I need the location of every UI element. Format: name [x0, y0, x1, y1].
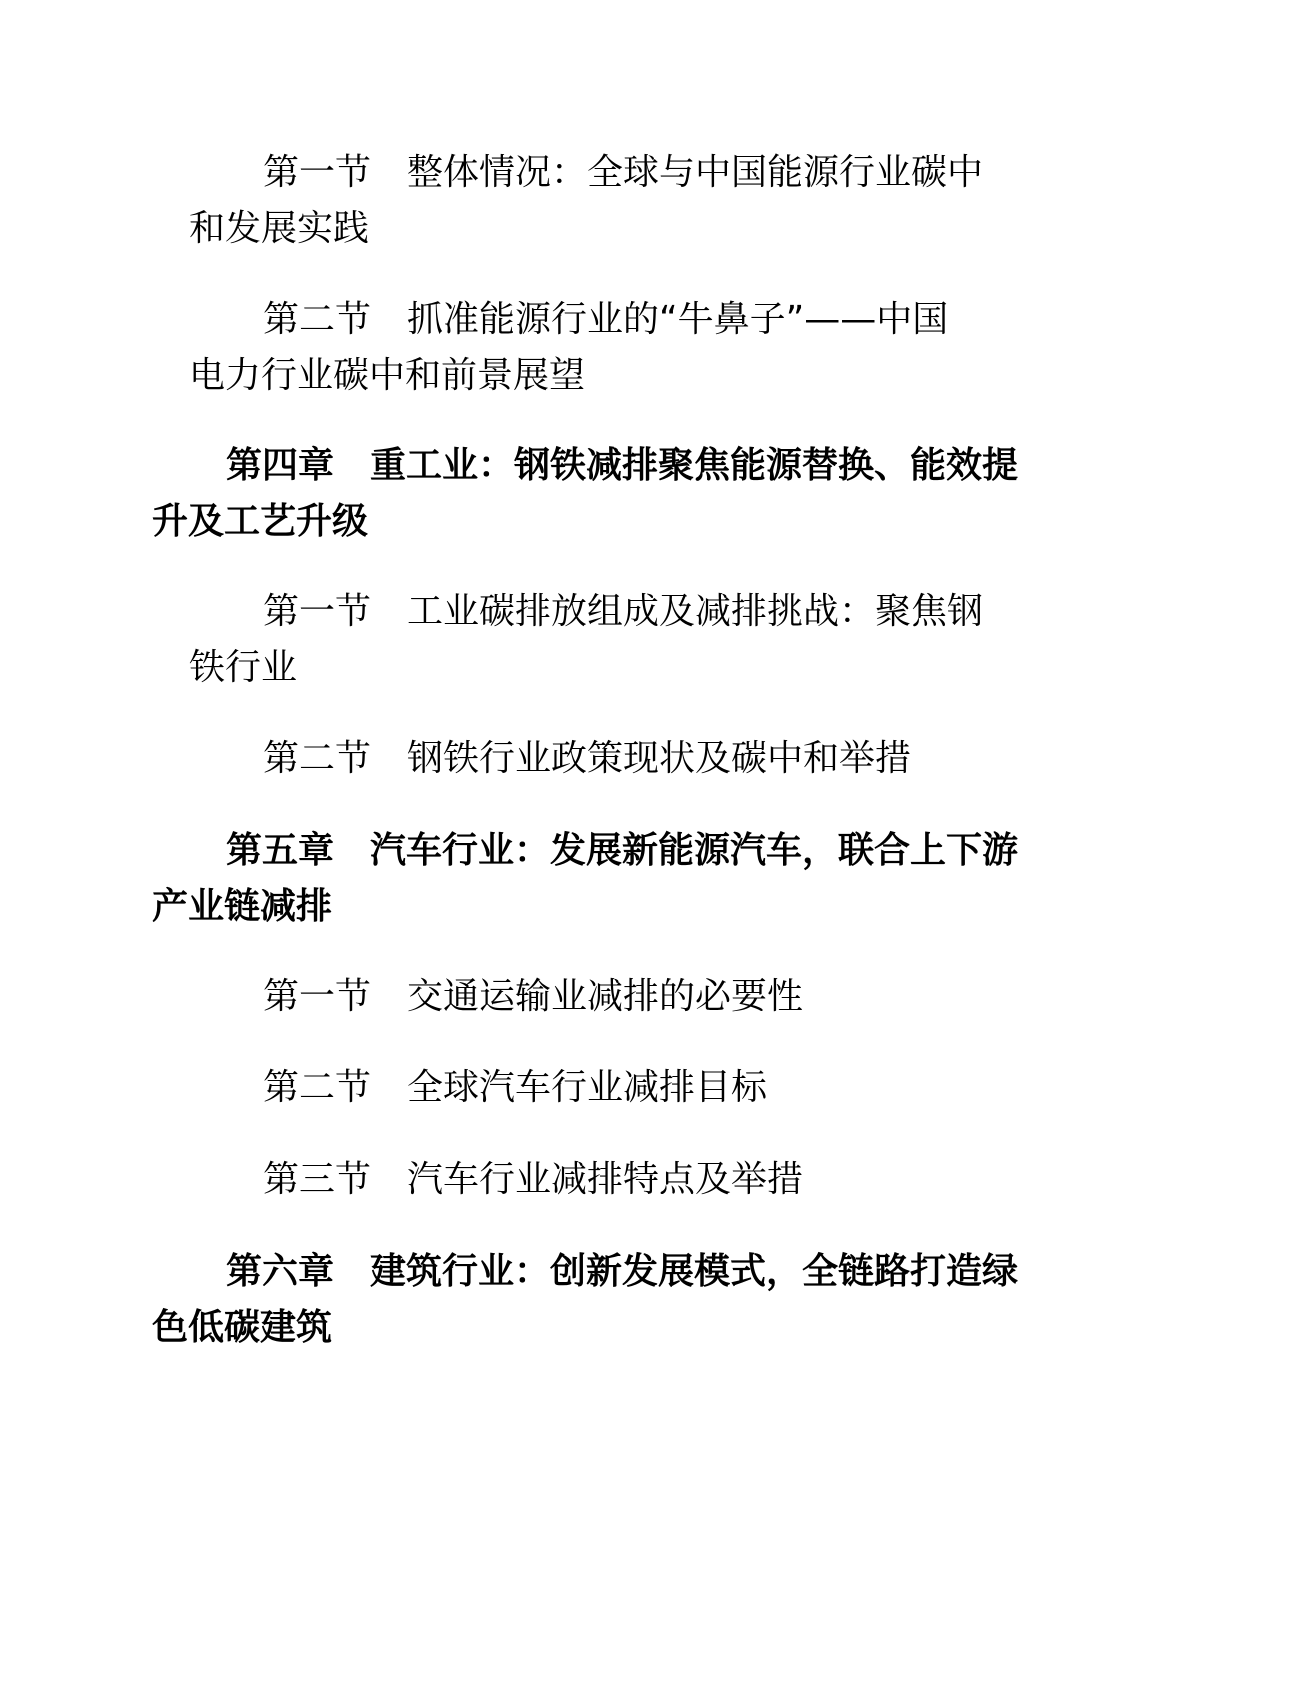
toc-entry-line: 第一节 工业碳排放组成及减排挑战：聚焦钢 [263, 591, 984, 632]
toc-entry-line: 第二节 全球汽车行业减排目标 [263, 1067, 768, 1108]
toc-entry-line: 和发展实践 [189, 208, 370, 249]
toc-entry-line: 第一节 交通运输业减排的必要性 [263, 976, 804, 1017]
toc-entry-line: 升及工艺升级 [152, 501, 369, 542]
toc-entry-line: 铁行业 [189, 647, 298, 688]
toc-entry-line: 第四章 重工业：钢铁减排聚焦能源替换、能效提 [226, 445, 1019, 486]
toc-entry-line: 第二节 钢铁行业政策现状及碳中和举措 [263, 738, 912, 779]
toc-entry-line: 产业链减排 [152, 886, 333, 927]
toc-entry-line: 第一节 整体情况：全球与中国能源行业碳中 [263, 152, 984, 193]
toc-entry-line: 色低碳建筑 [152, 1307, 333, 1348]
toc-entry-line: 第五章 汽车行业：发展新能源汽车，联合上下游 [226, 830, 1019, 871]
toc-entry-line: 第三节 汽车行业减排特点及举措 [263, 1159, 804, 1200]
toc-entry-line: 第六章 建筑行业：创新发展模式，全链路打造绿 [226, 1251, 1019, 1292]
toc-entry-line: 电力行业碳中和前景展望 [189, 355, 586, 396]
toc-entry-line: 第二节 抓准能源行业的“牛鼻子”——中国 [263, 299, 949, 340]
